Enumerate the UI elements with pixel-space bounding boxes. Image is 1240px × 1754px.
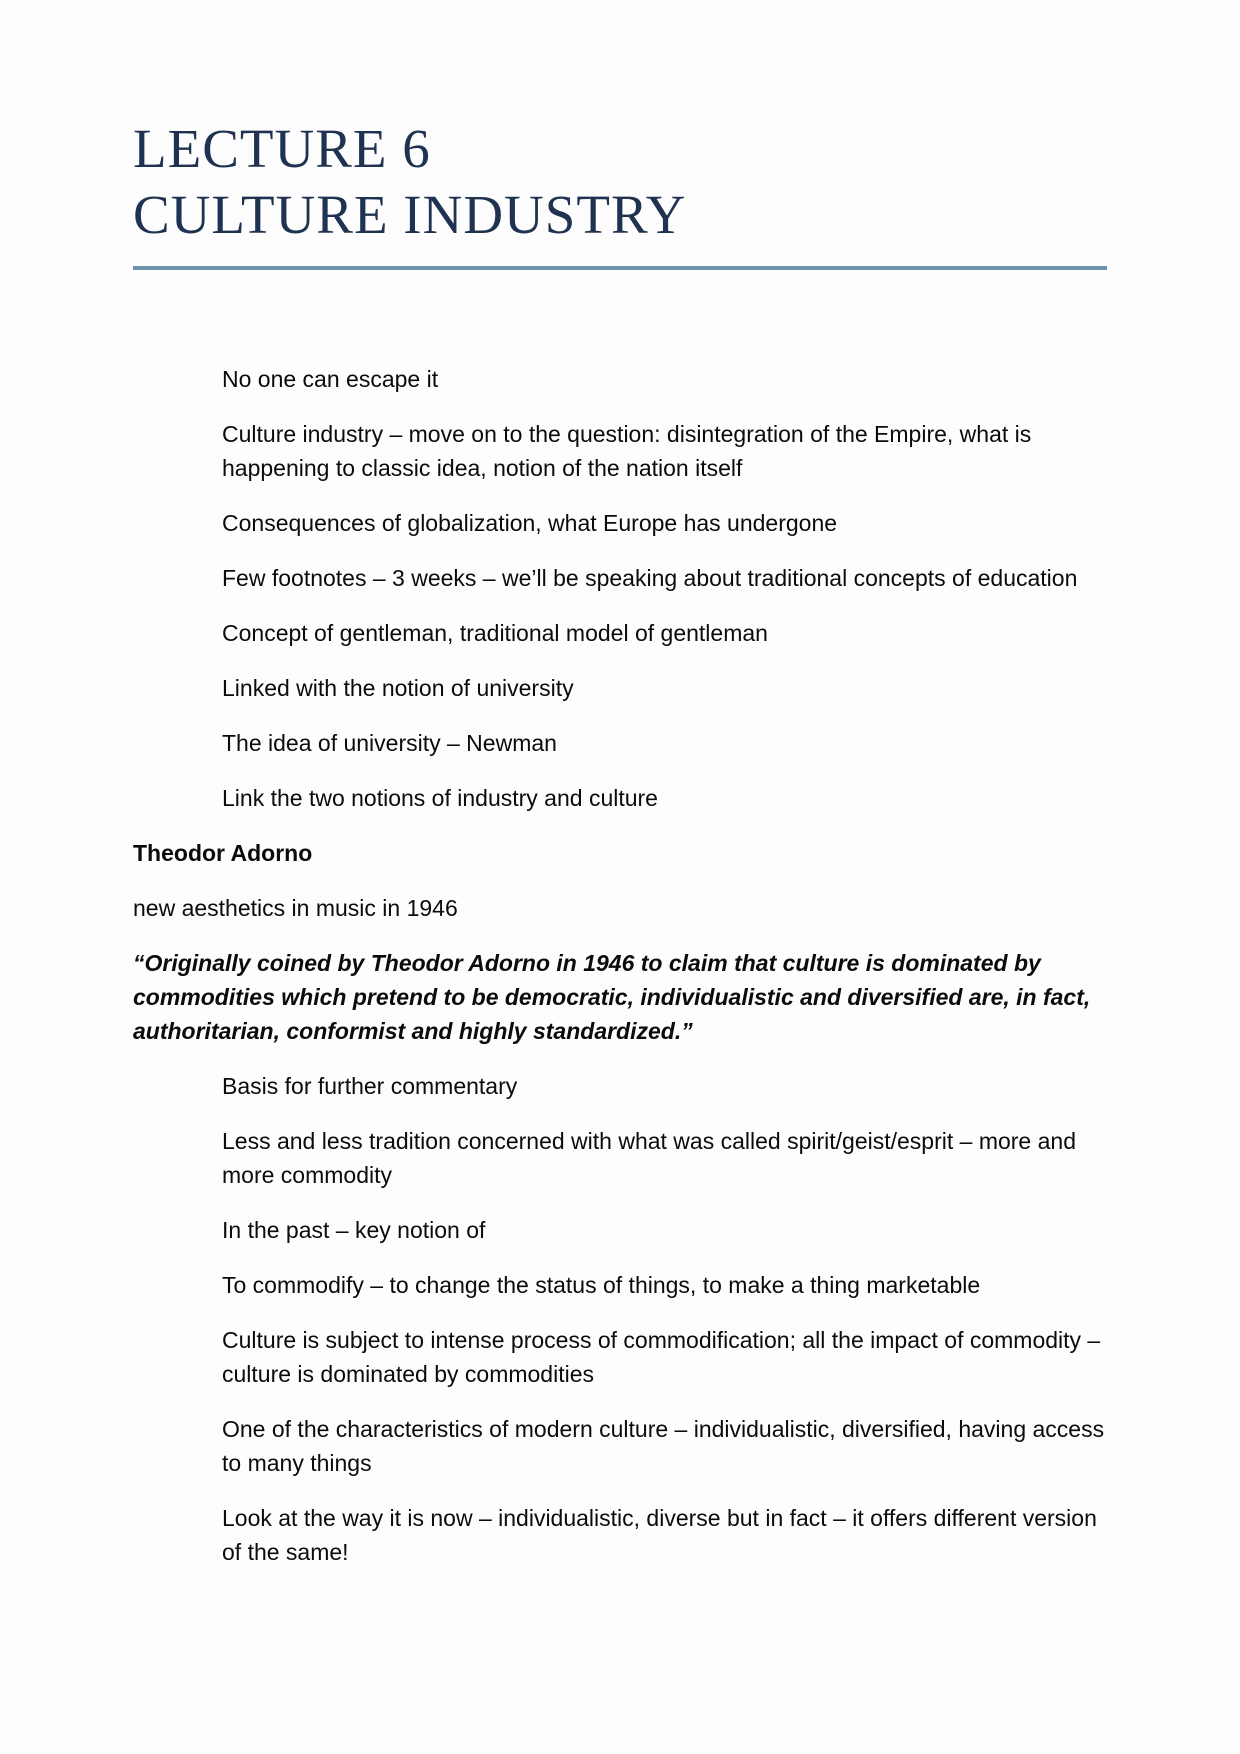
notes-list	[133, 362, 1107, 1569]
note-paragraph: Linked with the notion of university	[222, 675, 574, 701]
note-paragraph: In the past – key notion of	[222, 1217, 486, 1243]
note-paragraph: Culture is subject to intense process of commodification; all the impact of commodity – culture is dominated by commodities	[222, 1327, 1101, 1387]
note-paragraph: Look at the way it is now – individualistic, diverse but in fact – it offers different version of the same!	[222, 1505, 1097, 1565]
section-heading: Theodor Adorno	[133, 840, 313, 866]
note-paragraph: Culture industry – move on to the question: disintegration of the Empire, what is happening to classic idea, notion of the nation itself	[222, 421, 1032, 481]
document-title	[133, 116, 1107, 270]
note-paragraph: Concept of gentleman, traditional model of gentleman	[222, 620, 768, 646]
note-paragraph: To commodify – to change the status of things, to make a thing marketable	[222, 1272, 981, 1298]
title-line-1: LECTURE 6	[133, 118, 431, 179]
note-paragraph: The idea of university – Newman	[222, 730, 557, 756]
note-paragraph: Less and less tradition concerned with what was called spirit/geist/esprit – more and more commodity	[222, 1128, 1076, 1188]
note-paragraph: Basis for further commentary	[222, 1073, 518, 1099]
note-paragraph: Few footnotes – 3 weeks – we’ll be speaking about traditional concepts of education	[222, 565, 1078, 591]
note-paragraph: Link the two notions of industry and culture	[222, 785, 658, 811]
note-paragraph: One of the characteristics of modern culture – individualistic, diversified, having access to many things	[222, 1416, 1105, 1476]
note-paragraph: new aesthetics in music in 1946	[133, 895, 458, 921]
note-paragraph: No one can escape it	[222, 366, 439, 392]
note-paragraph: Consequences of globalization, what Europe has undergone	[222, 510, 838, 536]
title-line-2: CULTURE INDUSTRY	[133, 184, 687, 245]
quote-paragraph: “Originally coined by Theodor Adorno in 1946 to claim that culture is dominated by commodities which pretend to be democratic, individualistic and diversified are, in fact, authoritarian, conformist and highly standardized.”	[133, 950, 1091, 1044]
